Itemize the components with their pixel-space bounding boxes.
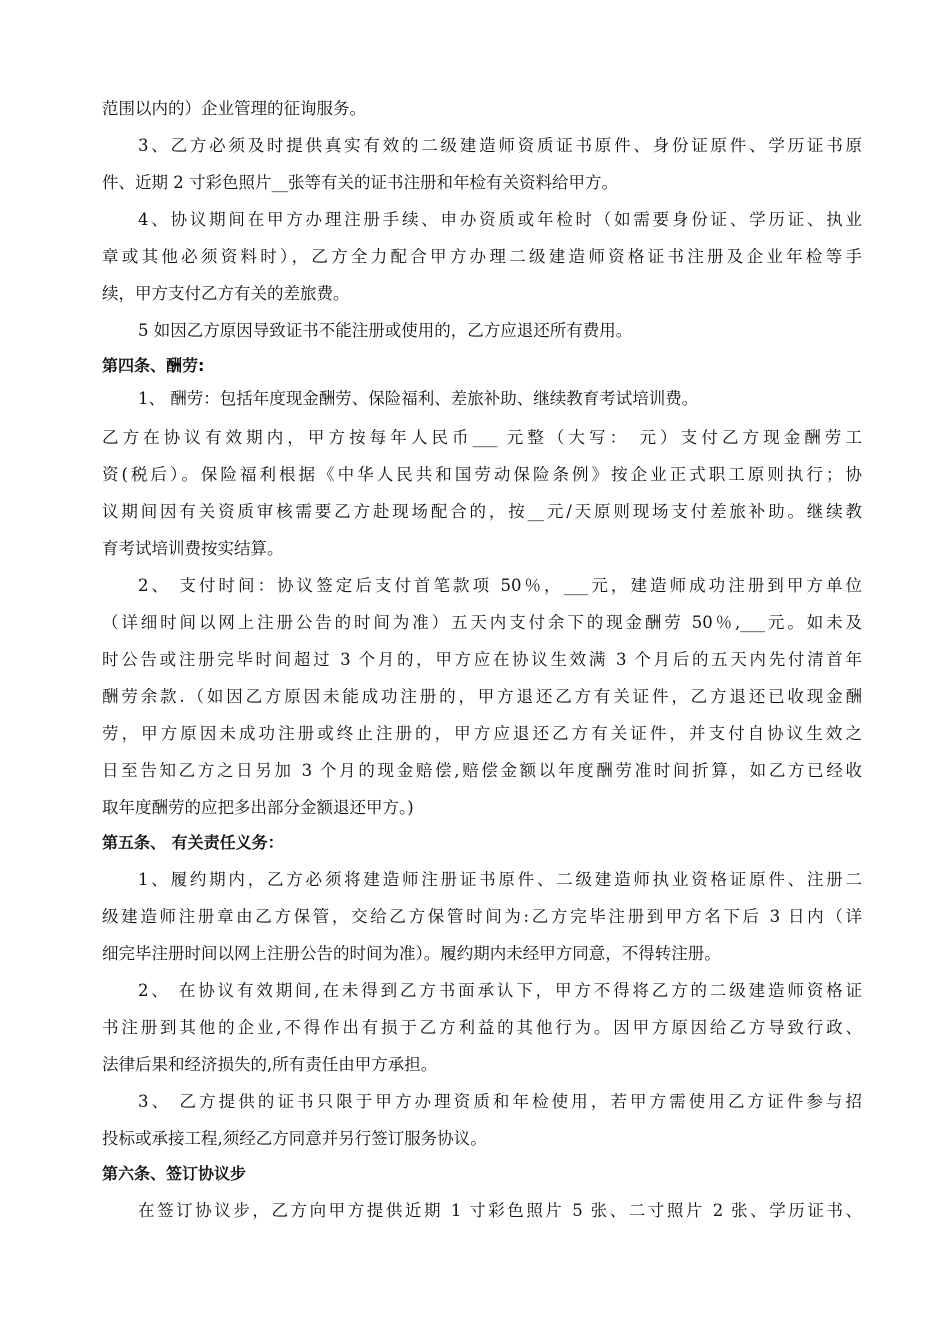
text-line: 投标或承接工程,须经乙方同意并另行签订服务协议。 — [102, 1129, 487, 1148]
section-heading: 第四条、酬劳: — [102, 356, 205, 375]
text-line: 时公告或注册完毕时间超过 3 个月的，甲方应在协议生效满 3 个月后的五天内先付清首年 — [102, 650, 862, 669]
text-line: 法律后果和经济损失的,所有责任由甲方承担。 — [102, 1055, 438, 1074]
text-line: 2、 支付时间：协议签定后支付首笔款项 50％，___元，建造师成功注册到甲方单位 — [138, 576, 862, 595]
text-line: 2、 在协议有效期间,在未得到乙方书面承认下，甲方不得将乙方的二级建造师资格证 — [138, 981, 862, 1000]
text-line: 3、 乙方提供的证书只限于甲方办理资质和年检使用，若甲方需使用乙方证件参与招 — [138, 1092, 862, 1111]
text-line: 3、乙方必须及时提供真实有效的二级建造师资质证书原件、身份证原件、学历证书原 — [138, 136, 862, 155]
section-heading: 第六条、签订协议步 — [102, 1164, 247, 1183]
text-line: 细完毕注册时间以网上注册公告的时间为准）。履约期内未经甲方同意，不得转注册。 — [102, 944, 721, 963]
text-line: 劳，甲方原因未成功注册或终止注册的，甲方应退还乙方有关证件，并支付自协议生效之 — [102, 724, 862, 743]
text-line: 5 如因乙方原因导致证书不能注册或使用的，乙方应退还所有费用。 — [138, 321, 633, 340]
text-line: （详细时间以网上注册公告的时间为准）五天内支付余下的现金酬劳 50％,___元。如未及 — [102, 613, 862, 632]
text-line: 在签订协议步，乙方向甲方提供近期 1 寸彩色照片 5 张、二寸照片 2 张、学历证书、 — [138, 1201, 862, 1220]
text-line: 续，甲方支付乙方有关的差旅费。 — [102, 284, 350, 303]
section-heading: 第五条、 有关责任义务： — [102, 833, 284, 852]
text-line: 范围以内的）企业管理的征询服务。 — [102, 99, 366, 118]
text-line: 乙方在协议有效期内，甲方按每年人民币___ 元整（大写： 元）支付乙方现金酬劳工 — [102, 428, 862, 447]
text-line: 件、近期 2 寸彩色照片__张等有关的证书注册和年检有关资料给甲方。 — [102, 173, 618, 192]
text-line: 育考试培训费按实结算。 — [102, 539, 284, 558]
text-line: 级建造师注册章由乙方保管，交给乙方保管时间为:乙方完毕注册到甲方名下后 3 日内（详 — [102, 907, 862, 926]
text-line: 日至告知乙方之日另加 3 个月的现金赔偿,赔偿金额以年度酬劳准时间折算，如乙方已经收 — [102, 761, 862, 780]
text-line: 书注册到其他的企业,不得作出有损于乙方利益的其他行为。因甲方原因给乙方导致行政、 — [102, 1018, 862, 1037]
text-line: 4、协议期间在甲方办理注册手续、申办资质或年检时（如需要身份证、学历证、执业 — [138, 210, 862, 229]
text-line: 议期间因有关资质审核需要乙方赴现场配合的，按__元/天原则现场支付差旅补助。继续教 — [102, 502, 862, 521]
text-line: 章或其他必须资料时），乙方全力配合甲方办理二级建造师资格证书注册及企业年检等手 — [102, 247, 862, 266]
text-line: 1、 酬劳：包括年度现金酬劳、保险福利、差旅补助、继续教育考试培训费。 — [138, 389, 699, 408]
text-line: 酬劳余款.（如因乙方原因未能成功注册的，甲方退还乙方有关证件，乙方退还已收现金酬 — [102, 687, 862, 706]
text-line: 1、履约期内，乙方必须将建造师注册证书原件、二级建造师执业资格证原件、注册二 — [138, 870, 862, 889]
text-line: 取年度酬劳的应把多出部分金额退还甲方。) — [102, 798, 414, 817]
text-line: 资(税后）。保险福利根据《中华人民共和国劳动保险条例》按企业正式职工原则执行；协 — [102, 465, 862, 484]
